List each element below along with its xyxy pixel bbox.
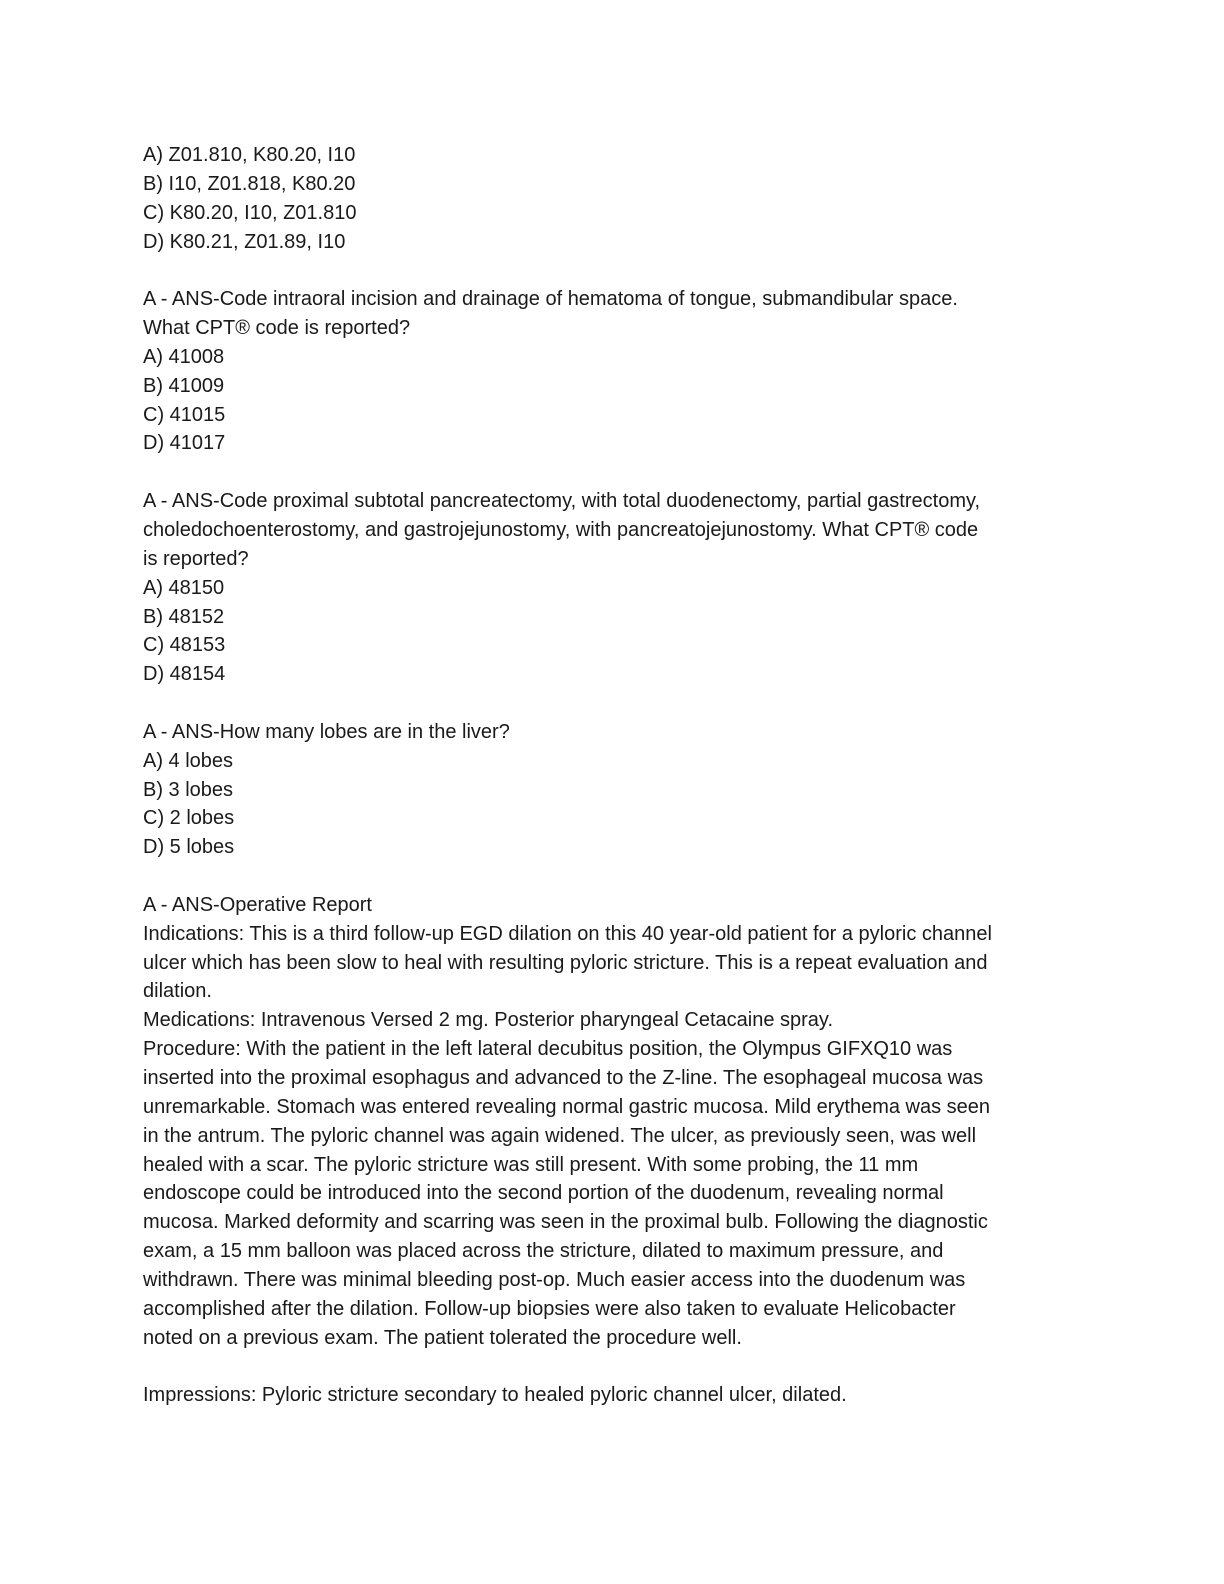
question-block [143, 718, 1083, 862]
question-block [143, 891, 1083, 1353]
text-line: B) 48152 [143, 605, 225, 628]
text-line: Procedure: With the patient in the left lateral decubitus position, the Olympus GIFXQ10 was [143, 1038, 953, 1061]
text-line: D) K80.21, Z01.89, I10 [143, 230, 346, 253]
text-line: A) 48150 [143, 576, 225, 599]
text-line: healed with a scar. The pyloric stricture was still present. With some probing, the 11 mm [143, 1153, 919, 1176]
text-line: unremarkable. Stomach was entered revealing normal gastric mucosa. Mild erythema was seen [143, 1095, 991, 1118]
text-line: B) 3 lobes [143, 778, 234, 801]
question-block [143, 1381, 1083, 1410]
text-line: A) Z01.810, K80.20, I10 [143, 144, 356, 166]
text-line: Indications: This is a third follow-up EGD dilation on this 40 year-old patient for a pyloric channel [143, 922, 992, 945]
paragraph-gap [143, 256, 1083, 285]
text-line: noted on a previous exam. The patient tolerated the procedure well. [143, 1326, 742, 1349]
text-line: is reported? [143, 547, 249, 570]
text-line: exam, a 15 mm balloon was placed across the stricture, dilated to maximum pressure, and [143, 1240, 944, 1263]
text-line: D) 41017 [143, 432, 226, 455]
text-line: ulcer which has been slow to heal with resulting pyloric stricture. This is a repeat evaluation and [143, 951, 988, 974]
text-line: in the antrum. The pyloric channel was again widened. The ulcer, as previously seen, was well [143, 1124, 977, 1147]
text-line: mucosa. Marked deformity and scarring was seen in the proximal bulb. Following the diagnostic [143, 1211, 988, 1234]
text-line: dilation. [143, 980, 212, 1003]
text-line: A) 4 lobes [143, 749, 234, 772]
paragraph-gap [143, 689, 1083, 718]
question-block [143, 285, 1083, 458]
paragraph-gap [143, 1352, 1083, 1381]
text-line: Impressions: Pyloric stricture secondary to healed pyloric channel ulcer, dilated. [143, 1384, 847, 1407]
question-block [143, 141, 1083, 256]
text-line: endoscope could be introduced into the second portion of the duodenum, revealing normal [143, 1182, 944, 1205]
text-line: D) 5 lobes [143, 836, 235, 859]
text-line: accomplished after the dilation. Follow-up biopsies were also taken to evaluate Helicobacter [143, 1297, 956, 1320]
text-line: choledochoenterostomy, and gastrojejunostomy, with pancreatojejunostomy. What CPT® code [143, 518, 979, 541]
paragraph-gap [143, 458, 1083, 487]
text-line: inserted into the proximal esophagus and advanced to the Z-line. The esophageal mucosa was [143, 1067, 984, 1089]
text-line: What CPT® code is reported? [143, 317, 411, 340]
text-line: withdrawn. There was minimal bleeding post-op. Much easier access into the duodenum was [143, 1268, 966, 1291]
text-line: A - ANS-Code intraoral incision and drainage of hematoma of tongue, submandibular space. [143, 288, 958, 311]
text-line: C) 2 lobes [143, 807, 235, 830]
text-line: D) 48154 [143, 663, 226, 686]
text-line: Medications: Intravenous Versed 2 mg. Posterior pharyngeal Cetacaine spray. [143, 1009, 833, 1032]
paragraph-gap [143, 862, 1083, 891]
document-page [143, 141, 1083, 1410]
text-line: B) 41009 [143, 374, 225, 397]
text-line: A - ANS-How many lobes are in the liver? [143, 720, 510, 743]
text-line: A) 41008 [143, 345, 225, 368]
text-line: C) 48153 [143, 634, 226, 657]
question-block [143, 487, 1083, 689]
text-line: C) 41015 [143, 403, 226, 426]
text-line: B) I10, Z01.818, K80.20 [143, 172, 356, 195]
text-line: C) K80.20, I10, Z01.810 [143, 201, 357, 224]
text-line: A - ANS-Operative Report [143, 893, 372, 916]
text-line: A - ANS-Code proximal subtotal pancreatectomy, with total duodenectomy, partial gastrectomy, [143, 490, 981, 513]
